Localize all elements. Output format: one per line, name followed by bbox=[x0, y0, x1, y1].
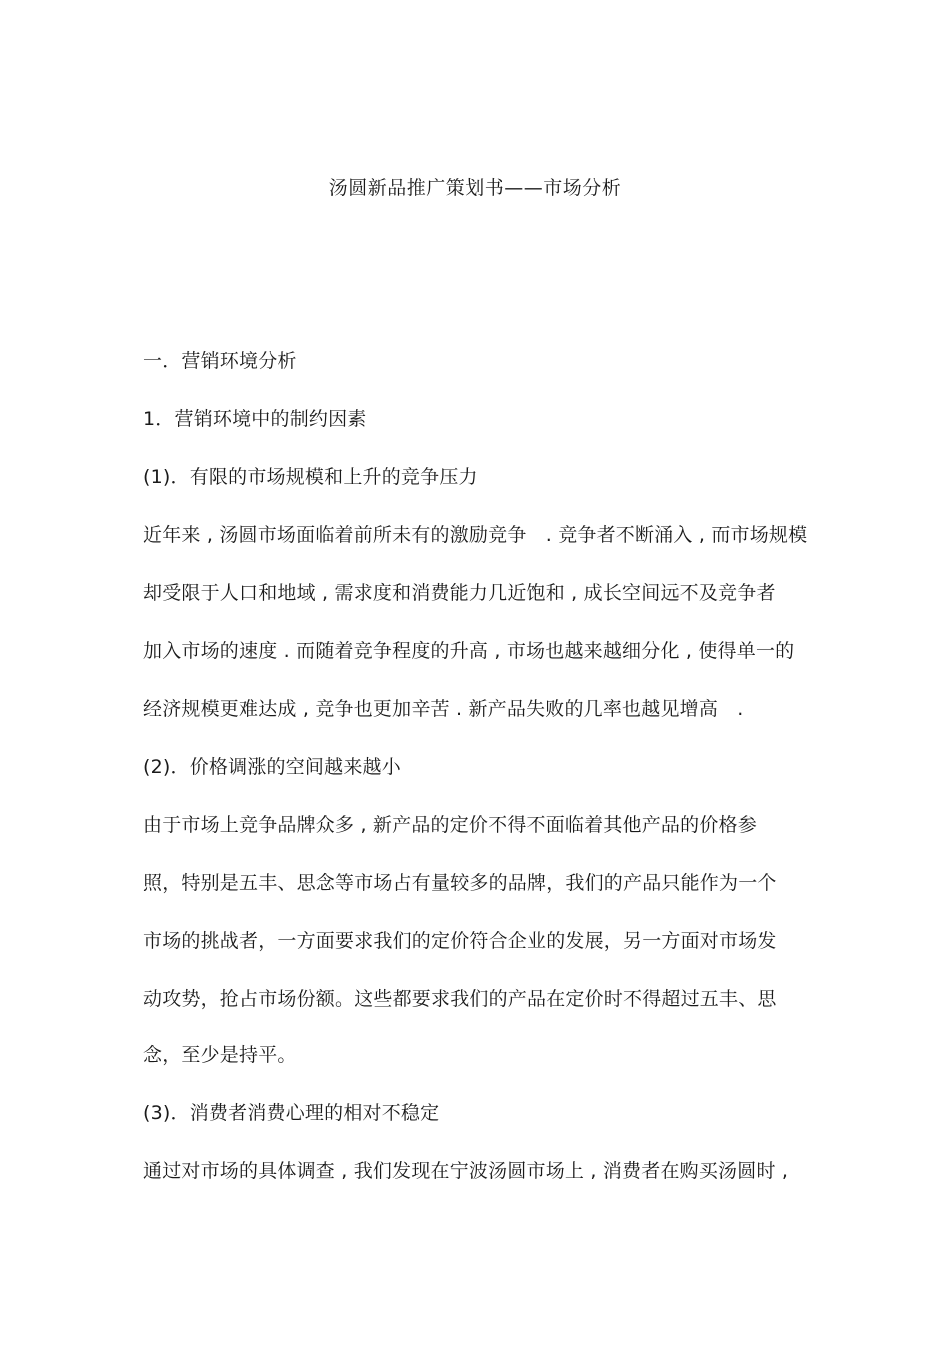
section-heading: 一．营销环境分析 bbox=[143, 350, 297, 372]
subsection-heading: 1．营销环境中的制约因素 bbox=[143, 408, 367, 430]
paragraph-line: 加入市场的速度 . 而随着竞争程度的升高 , 市场也越来越细分化 , 使得单一的 bbox=[143, 640, 795, 662]
paragraph-line: 市场的挑战者，一方面要求我们的定价符合企业的发展，另一方面对市场发 bbox=[143, 930, 777, 952]
paragraph-line: 照，特别是五丰、思念等市场占有量较多的品牌，我们的产品只能作为一个 bbox=[143, 872, 777, 894]
paragraph-line: 由于市场上竞争品牌众多 , 新产品的定价不得不面临着其他产品的价格参 bbox=[143, 814, 757, 836]
paragraph-line: 念，至少是持平。 bbox=[143, 1044, 297, 1066]
point-heading: (3)．消费者消费心理的相对不稳定 bbox=[143, 1102, 440, 1124]
paragraph-line: 经济规模更难达成 , 竞争也更加辛苦 . 新产品失败的几率也越见增高 . bbox=[143, 698, 744, 720]
document-title: 汤圆新品推广策划书——市场分析 bbox=[328, 177, 622, 199]
point-heading: (2)．价格调涨的空间越来越小 bbox=[143, 756, 401, 778]
paragraph-line: 通过对市场的具体调查 , 我们发现在宁波汤圆市场上 , 消费者在购买汤圆时 , bbox=[143, 1160, 789, 1182]
point-heading: (1)．有限的市场规模和上升的竞争压力 bbox=[143, 466, 478, 488]
paragraph-line: 却受限于人口和地域 , 需求度和消费能力几近饱和 , 成长空间远不及竞争者 bbox=[143, 582, 776, 604]
paragraph-line: 近年来 , 汤圆市场面临着前所未有的激励竞争 . 竞争者不断涌入 , 而市场规模 bbox=[143, 524, 808, 546]
paragraph-line: 动攻势，抢占市场份额。这些都要求我们的产品在定价时不得超过五丰、思 bbox=[143, 988, 777, 1010]
